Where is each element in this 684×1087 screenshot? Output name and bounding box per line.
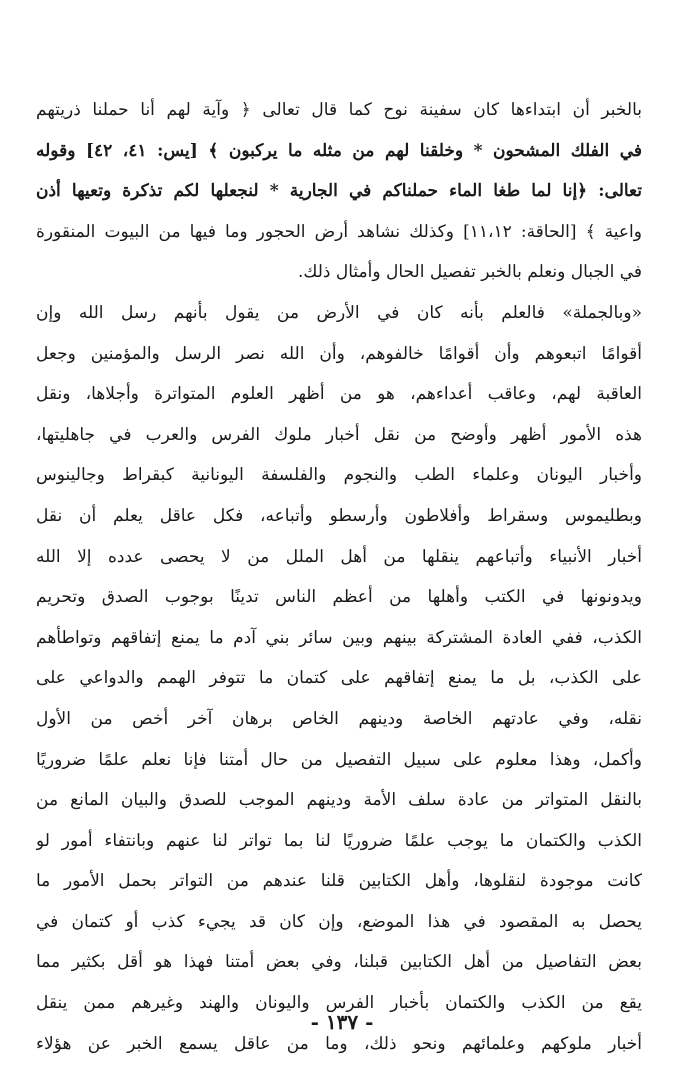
text-line: «وبالجملة» فالعلم بأنه كان في الأرض من يقول بأنهم رسل الله وإن bbox=[36, 302, 642, 323]
text-line: العاقبة لهم، وعاقب أعداءهم، هو من أظهر العلوم المتواترة وأجلاها، ونقل bbox=[36, 384, 642, 405]
text-line: وأكمل، وهذا معلوم على سبيل التفصيل من حال أمتنا فإنا نعلم علمًا ضروريًا bbox=[36, 749, 642, 770]
text-line: في الفلك المشحون * وخلقنا لهم من مثله ما يركبون ﴾ [يس: ٤١، ٤٢] وقوله bbox=[36, 140, 642, 161]
body-text bbox=[36, 90, 642, 1064]
text-line: بعض التفاصيل من أهل الكتابين قبلنا، وفي بعض أمتنا فهذا هو أقل بكثير مما bbox=[36, 952, 642, 973]
text-line: وبطليموس وسقراط وأفلاطون وأرسطو وأتباعه، فكل عاقل يعلم أن نقل bbox=[36, 505, 642, 526]
text-line: يحصل به المقصود في هذا الموضع، وإن كان قد يجيء كذب أو كتمان في bbox=[36, 911, 642, 932]
text-line: في الجبال ونعلم بالخبر تفصيل الحال وأمثال ذلك. bbox=[298, 262, 642, 283]
text-line: بالخبر أن ابتداءها كان سفينة نوح كما قال تعالى ﴿ وآية لهم أنا حملنا ذريتهم bbox=[36, 100, 642, 120]
text-line: يقع من الكذب والكتمان بأخبار الفرس واليونان والهند وغيرهم ممن ينقل bbox=[36, 993, 642, 1014]
text-line: وأخبار اليونان وعلماء الطب والنجوم والفلسفة اليونانية كبقراط وجالينوس bbox=[36, 465, 642, 486]
text-line: بالنقل المتواتر من عادة سلف الأمة ودينهم الموجب للصدق والبيان المانع من bbox=[36, 790, 642, 811]
text-line: على الكذب، بل ما يمنع إتفاقهم على كتمان ما تتوفر الهمم والدواعي على bbox=[36, 668, 642, 689]
text-line: نقله، وفي عادتهم الخاصة ودينهم الخاص برهان آخر أخص من الأول bbox=[36, 708, 642, 729]
text-line: أخبار ملوكهم وعلمائهم ونحو ذلك، وما من عاقل يسمع الخبر عن هؤلاء bbox=[36, 1033, 642, 1054]
text-line: ويدونونها في الكتب وأهلها من أعظم الناس تدينًا بوجوب الصدق وتحريم bbox=[36, 587, 642, 608]
text-line: كانت موجودة لنقلوها، وأهل الكتابين قلنا عندهم من التواتر بحمل الأمور ما bbox=[36, 871, 642, 892]
text-line: الكذب، ففي العادة المشتركة بينهم وبين سائر بني آدم ما يمنع إتفاقهم وتواطأهم bbox=[36, 627, 642, 648]
text-line: تعالى: ﴿إنا لما طغا الماء حملناكم في الجارية * لنجعلها لكم تذكرة وتعيها أذن bbox=[36, 181, 642, 202]
text-line: أخبار الأنبياء وأتباعهم ينقلها من أهل الملل من لا يحصى عدده إلا الله bbox=[36, 546, 642, 567]
text-line: هذه الأمور أظهر وأوضح من نقل أخبار ملوك الفرس والعرب في جاهليتها، bbox=[36, 424, 642, 445]
text-line: أقوامًا اتبعوهم وأن أقوامًا خالفوهم، وأن الله نصر الرسل والمؤمنين وجعل bbox=[36, 343, 642, 364]
page-number: - ١٣٧ - bbox=[310, 1010, 374, 1034]
text-line: الكذب والكتمان ما يوجب علمًا ضروريًا لنا بما تواتر لنا عنهم وبانتفاء أمور لو bbox=[36, 830, 642, 851]
text-line: واعية ﴾ [الحاقة: ١١،١٢] وكذلك نشاهد أرض الحجور وما فيها من البيوت المنقورة bbox=[36, 221, 642, 242]
